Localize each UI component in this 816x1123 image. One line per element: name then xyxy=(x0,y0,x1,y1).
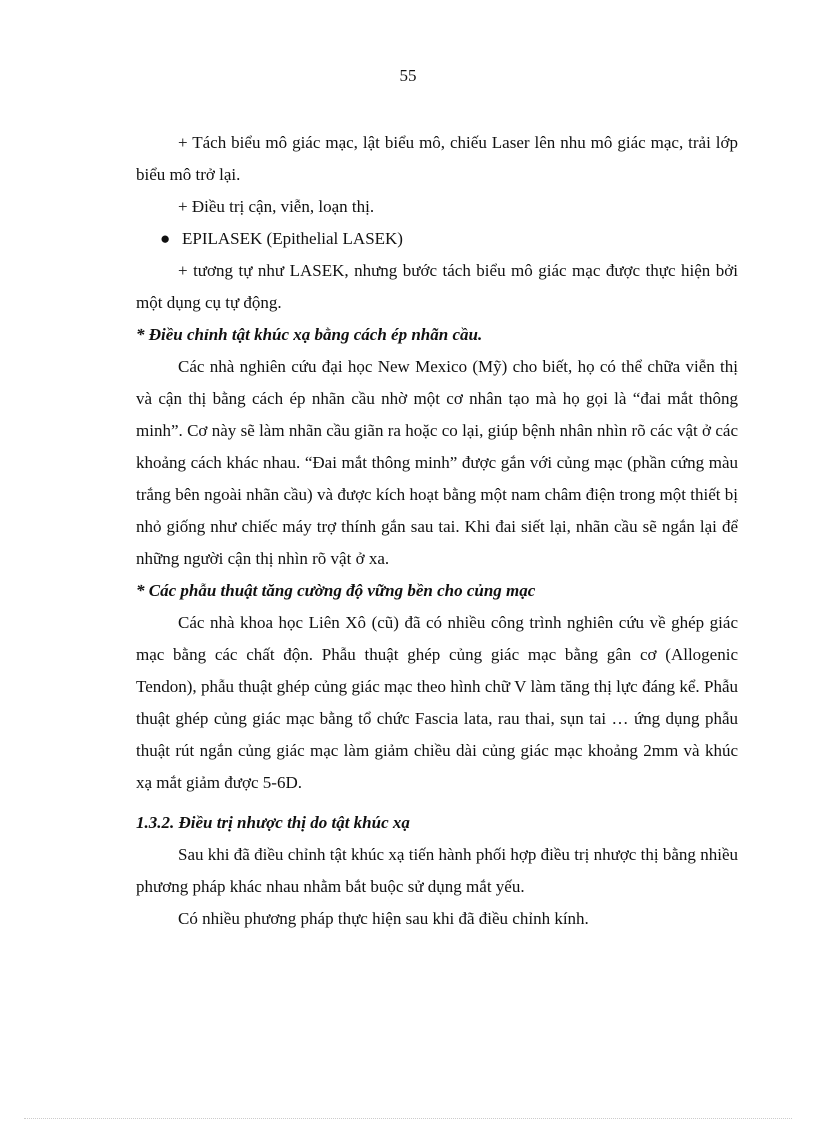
bullet-label: EPILASEK (Epithelial LASEK) xyxy=(182,229,403,248)
paragraph-dieu-tri: + Điều trị cận, viễn, loạn thị. xyxy=(178,197,375,216)
heading-cung-mac: * Các phẫu thuật tăng cường độ vững bền cho củng mạc xyxy=(136,581,536,600)
heading-ep-nhan-cau: * Điều chỉnh tật khúc xạ bằng cách ép nhãn cầu. xyxy=(136,325,483,344)
paragraph-co-nhieu: Có nhiều phương pháp thực hiện sau khi đã điều chỉnh kính. xyxy=(178,909,589,928)
paragraph-tuong-tu-lasek: + tương tự như LASEK, nhưng bước tách biểu mô giác mạc được thực hiện bởi một dụng cụ tự động. xyxy=(136,261,738,312)
paragraph-lien-xo: Các nhà khoa học Liên Xô (cũ) đã có nhiều công trình nghiên cứu về ghép giác mạc bằng các chất độn. Phẫu thuật ghép củng giác mạc bằng gân cơ (Allogenic Tendon), phẫu thuật ghép củng giác mạc theo hình chữ V làm tăng thị lực đáng kể. Phẫu thuật ghép củng giác mạc bằng tổ chức Fascia lata, rau thai, sụn tai … ứng dụng phẫu thuật rút ngắn củng giác mạc làm giảm chiều dài củng giác mạc khoảng 2mm và khúc xạ mắt giảm được 5-6D. xyxy=(136,613,738,792)
page-number: 55 xyxy=(399,66,417,85)
paragraph-tach-bieu-mo: + Tách biểu mô giác mạc, lật biểu mô, chiếu Laser lên nhu mô giác mạc, trải lớp biểu mô trở lại. xyxy=(136,133,738,184)
page-bottom-divider xyxy=(24,1118,792,1119)
bullet-item-epilasek xyxy=(136,223,738,255)
document-body xyxy=(136,127,738,935)
bullet-icon: ● xyxy=(160,229,171,248)
paragraph-new-mexico: Các nhà nghiên cứu đại học New Mexico (Mỹ) cho biết, họ có thể chữa viễn thị và cận thị bằng cách ép nhãn cầu nhờ một cơ nhân tạo mà họ gọi là “đai mắt thông minh”. Cơ này sẽ làm nhãn cầu giãn ra hoặc co lại, giúp bệnh nhân nhìn rõ các vật ở các khoảng cách khác nhau. “Đai mắt thông minh” được gắn với củng mạc (phần cứng màu trắng bên ngoài nhãn cầu) và được kích hoạt bằng một nam châm điện trong một thiết bị nhỏ giống như chiếc máy trợ thính gắn sau tai. Khi đai siết lại, nhãn cầu sẽ ngắn lại để những người cận thị nhìn rõ vật ở xa. xyxy=(136,357,738,568)
section-heading-1-3-2: 1.3.2. Điều trị nhược thị do tật khúc xạ xyxy=(136,813,410,832)
paragraph-sau-khi: Sau khi đã điều chỉnh tật khúc xạ tiến hành phối hợp điều trị nhược thị bằng nhiều phương pháp khác nhau nhằm bắt buộc sử dụng mắt yếu. xyxy=(136,845,738,896)
